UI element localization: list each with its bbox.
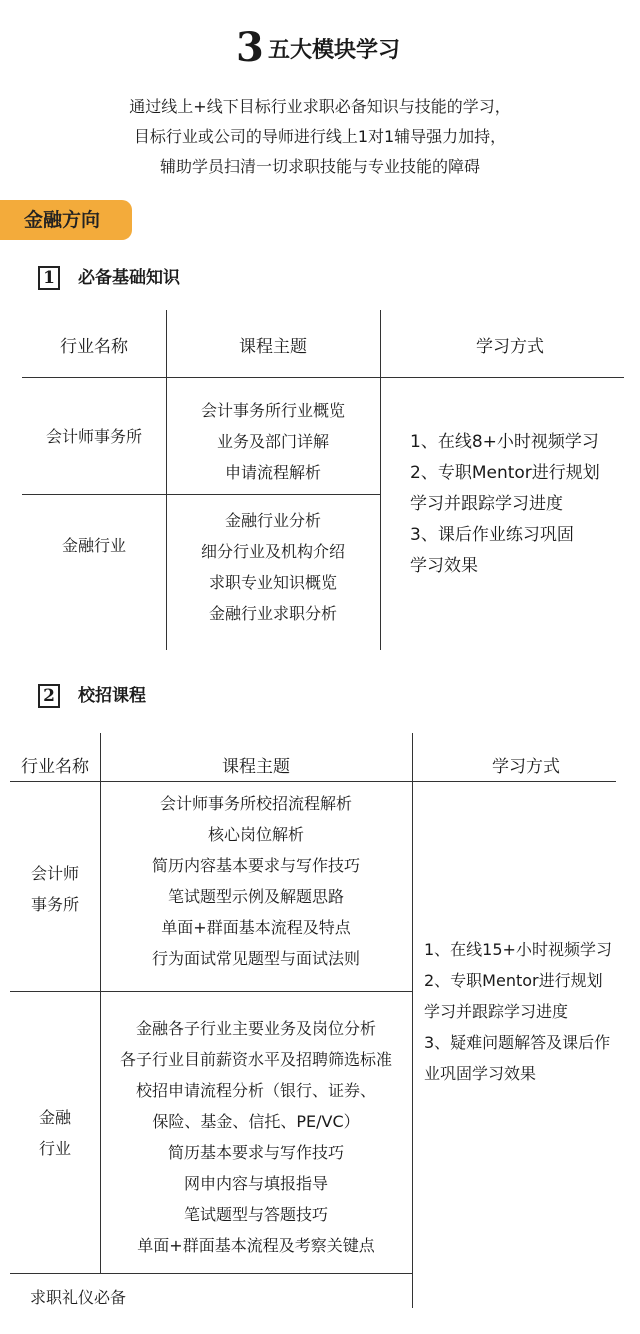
method-line: 学习效果 xyxy=(410,556,478,576)
topic-item: 申请流程解析 xyxy=(224,463,321,482)
table1-industry: 金融行业 xyxy=(61,536,126,555)
industry-line: 事务所 xyxy=(30,895,79,914)
table2-industry xyxy=(10,1102,100,1164)
table1-topics xyxy=(166,395,380,488)
intro-line: 通过线上+线下目标行业求职必备知识与技能的学习， xyxy=(129,97,511,116)
table2-col-method: 学习方式 xyxy=(492,757,560,777)
table2-col-industry: 行业名称 xyxy=(21,757,89,777)
table2-col-topic: 课程主题 xyxy=(222,757,290,777)
topic-item: 单面+群面基本流程及特点 xyxy=(161,918,351,937)
table1-col-topic: 课程主题 xyxy=(239,337,307,357)
topic-item: 行为面试常见题型与面试法则 xyxy=(151,949,360,968)
method-line: 学习并跟踪学习进度 xyxy=(424,1002,569,1021)
topic-item: 金融行业求职分析 xyxy=(208,604,337,623)
industry-line: 行业 xyxy=(38,1139,71,1158)
intro-line: 辅助学员扫清一切求职技能与专业技能的障碍 xyxy=(159,157,480,176)
table2-topics xyxy=(100,788,412,974)
section-number: 3 xyxy=(236,24,264,71)
table1-row-rule xyxy=(22,494,381,495)
topic-item: 核心岗位解析 xyxy=(207,825,304,844)
industry-line: 金融 xyxy=(38,1108,71,1127)
method-line: 1、在线8+小时视频学习 xyxy=(410,432,599,452)
method-line: 1、在线15+小时视频学习 xyxy=(424,940,612,959)
topic-item: 笔试题型与答题技巧 xyxy=(183,1205,328,1224)
topic-item: 细分行业及机构介绍 xyxy=(200,542,345,561)
topic-item: 网申内容与填报指导 xyxy=(183,1174,328,1193)
section2-number-box: 2 xyxy=(38,684,60,708)
method-line: 业巩固学习效果 xyxy=(424,1064,537,1083)
table2-row-rule xyxy=(10,1273,412,1274)
topic-item: 简历内容基本要求与写作技巧 xyxy=(151,856,360,875)
topic-item: 会计师事务所校招流程解析 xyxy=(159,794,352,813)
method-line: 2、专职Mentor进行规划 xyxy=(424,971,603,990)
table1-col-industry: 行业名称 xyxy=(60,337,128,357)
topic-item: 会计事务所行业概览 xyxy=(200,401,345,420)
section1-title: 必备基础知识 xyxy=(78,268,180,288)
topic-item: 笔试题型示例及解题思路 xyxy=(167,887,344,906)
method-line: 学习并跟踪学习进度 xyxy=(410,494,563,514)
section1-number-box: 1 xyxy=(38,266,60,290)
table2-industry: 求职礼仪必备 xyxy=(30,1288,127,1307)
method-line: 3、课后作业练习巩固 xyxy=(410,525,574,545)
topic-item: 金融行业分析 xyxy=(224,511,321,530)
topic-item: 校招申请流程分析（银行、证券、 xyxy=(135,1081,376,1100)
topic-item: 求职专业知识概览 xyxy=(208,573,337,592)
industry-line: 会计师 xyxy=(30,864,79,883)
topic-item: 各子行业目前薪资水平及招聘筛选标准 xyxy=(119,1050,392,1069)
table2-method xyxy=(424,934,638,1089)
table2-industry xyxy=(10,858,100,920)
intro-text xyxy=(0,92,640,182)
topic-item: 简历基本要求与写作技巧 xyxy=(167,1143,344,1162)
table2-topics xyxy=(100,1013,412,1261)
table1-col-method: 学习方式 xyxy=(476,337,544,357)
section2-title: 校招课程 xyxy=(78,686,146,706)
category-banner: 金融方向 xyxy=(0,200,132,240)
method-line: 2、专职Mentor进行规划 xyxy=(410,463,600,483)
table1-method xyxy=(410,427,635,582)
table2-divider xyxy=(412,733,413,1308)
table2-row-rule xyxy=(10,991,412,992)
topic-item: 单面+群面基本流程及考察关键点 xyxy=(137,1236,375,1255)
topic-item: 金融各子行业主要业务及岗位分析 xyxy=(135,1019,376,1038)
page-title: 五大模块学习 xyxy=(268,38,401,63)
topic-item: 业务及部门详解 xyxy=(216,432,329,451)
table1-topics xyxy=(166,505,380,629)
method-line: 3、疑难问题解答及课后作 xyxy=(424,1033,611,1052)
table1-industry: 会计师事务所 xyxy=(45,427,142,446)
topic-item: 保险、基金、信托、PE/VC） xyxy=(152,1112,360,1131)
table1-divider xyxy=(380,310,381,650)
table1-header-rule xyxy=(22,377,624,378)
intro-line: 目标行业或公司的导师进行线上1对1辅导强力加持， xyxy=(133,127,507,146)
